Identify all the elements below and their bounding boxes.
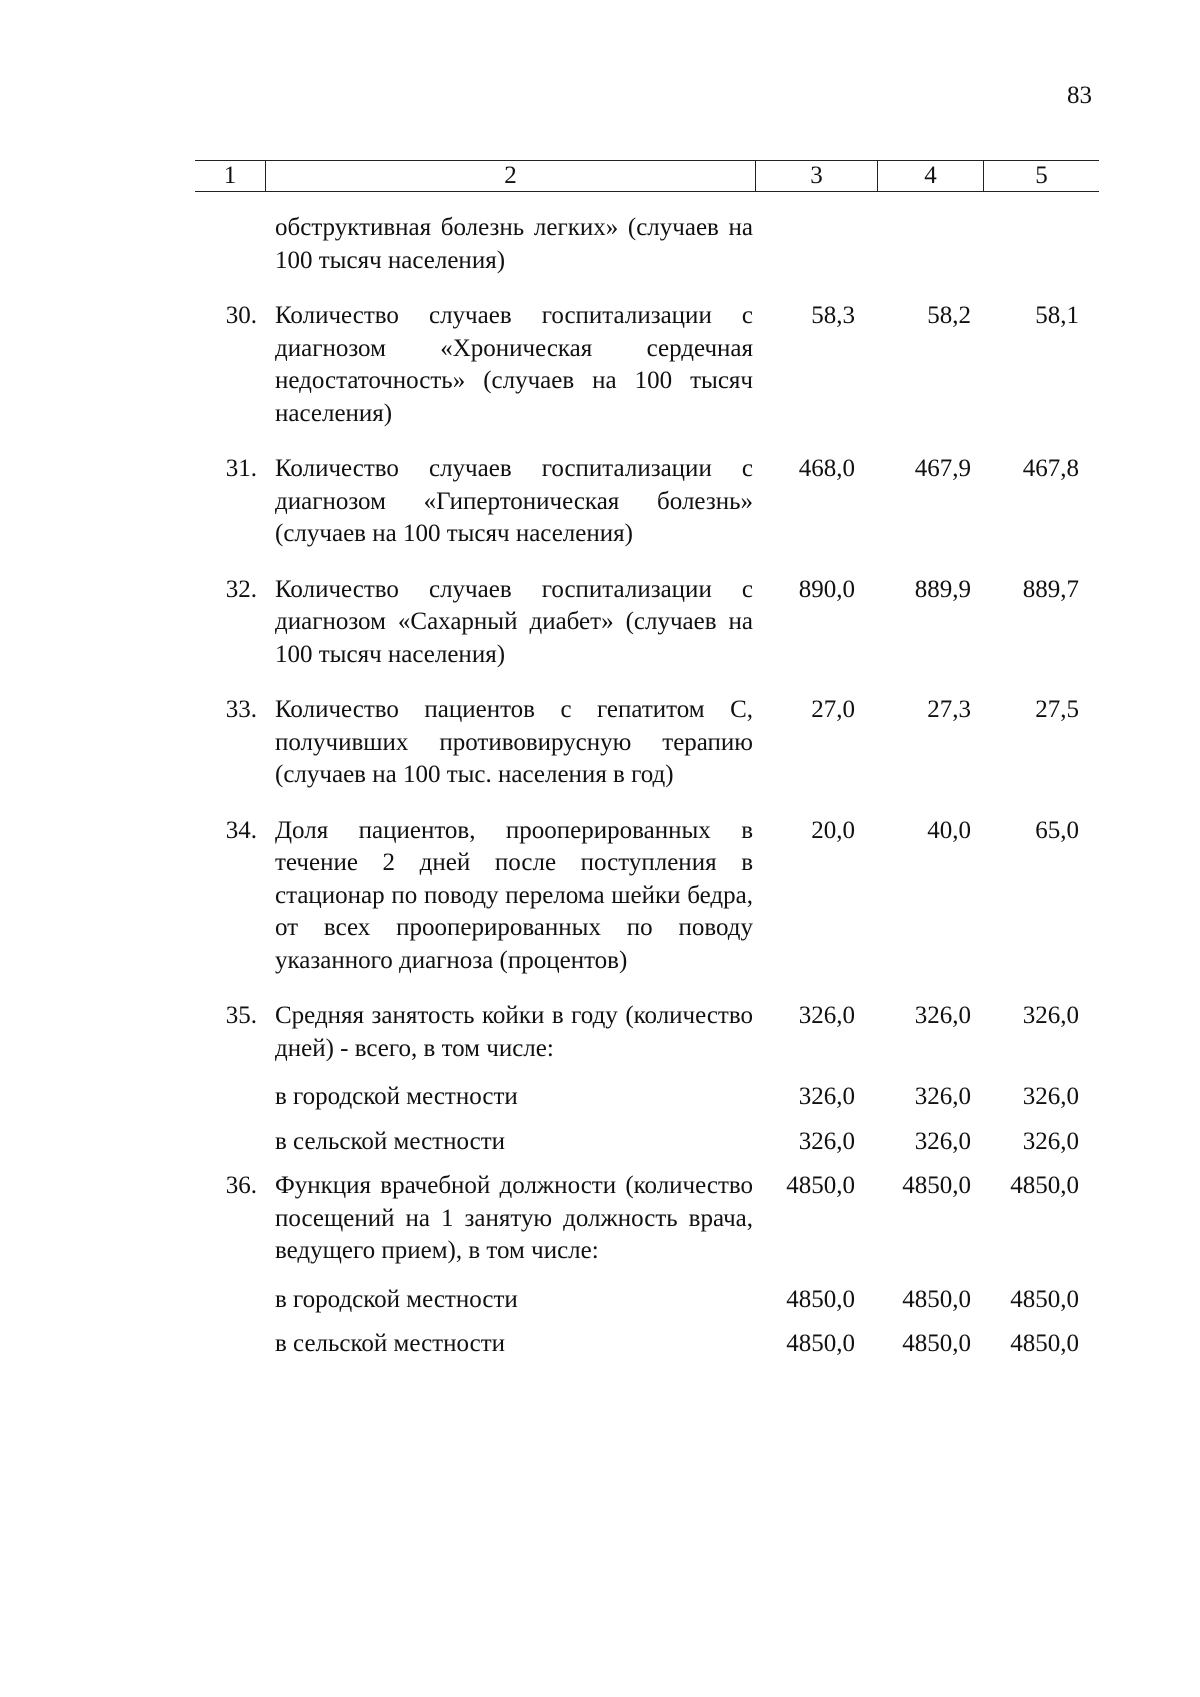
row-description: в городской местности (275, 1285, 518, 1313)
row-value-col5: 326,0 (1022, 1002, 1079, 1029)
row-value-col3: 326,0 (798, 1127, 855, 1155)
table-header (195, 160, 1099, 192)
row-value-col5: 4850,0 (1010, 1285, 1079, 1313)
row-number: 33. (225, 696, 257, 723)
row-description: Количество случаев госпитализации с диагнозом «Гипертоническая болезнь» (случаев на 100 тысяч населения) (275, 455, 753, 547)
row-description: Количество случаев госпитализации с диагнозом «Хроническая сердечная недостаточность» (случаев на 100 тысяч населения) (275, 302, 753, 427)
row-value-col3: 326,0 (798, 1083, 855, 1110)
header-col-4: 4 (877, 161, 983, 191)
page-number: 83 (1067, 82, 1092, 109)
table-body (195, 212, 1099, 1361)
row-value-col3: 27,0 (811, 696, 855, 723)
row-value-col3: 4850,0 (786, 1285, 855, 1313)
row-value-col3: 468,0 (798, 455, 855, 482)
row-value-col3: 4850,0 (786, 1172, 855, 1199)
row-value-col4: 326,0 (914, 1083, 971, 1110)
table-row (195, 1170, 1099, 1268)
table-row (195, 453, 1099, 551)
row-value-col5: 58,1 (1035, 302, 1079, 329)
row-description: в сельской местности (275, 1330, 505, 1357)
row-value-col4: 889,9 (914, 575, 971, 603)
row-value-col4: 27,3 (927, 696, 971, 723)
row-number: 34. (225, 816, 257, 844)
table-row (195, 1126, 1099, 1159)
header-col-3: 3 (755, 161, 877, 191)
row-description: Количество пациентов с гепатитом С, получивших противовирусную терапию (случаев на 100 тыс. населения в год) (275, 696, 753, 788)
header-col-5: 5 (983, 161, 1099, 191)
row-value-col5: 326,0 (1022, 1083, 1079, 1110)
row-number: 31. (225, 455, 257, 482)
table-row (195, 1081, 1099, 1114)
table-row (195, 300, 1099, 430)
row-description: Количество случаев госпитализации с диагнозом «Сахарный диабет» (случаев на 100 тысяч населения) (275, 575, 753, 668)
row-description: Доля пациентов, прооперированных в течение 2 дней после поступления в стационар по поводу перелома шейки бедра, от всех прооперированных по поводу указанного диагноза (процентов) (275, 816, 753, 974)
row-description: обструктивная болезнь легких» (случаев на 100 тысяч населения) (275, 214, 753, 274)
row-value-col5: 467,8 (1022, 455, 1079, 482)
table-row (195, 1328, 1099, 1361)
row-value-col4: 40,0 (927, 816, 971, 844)
row-value-col5: 4850,0 (1010, 1330, 1079, 1357)
row-value-col5: 4850,0 (1010, 1172, 1079, 1199)
row-description: Средняя занятость койки в году (количество дней) - всего, в том числе: (275, 1002, 753, 1062)
header-col-1: 1 (223, 162, 237, 189)
table-row (195, 1000, 1099, 1065)
row-value-col4: 4850,0 (902, 1172, 971, 1199)
row-value-col4: 326,0 (914, 1127, 971, 1155)
row-number: 30. (225, 302, 257, 329)
row-value-col5: 889,7 (1022, 575, 1079, 603)
row-value-col3: 4850,0 (786, 1330, 855, 1357)
row-description: в городской местности (275, 1083, 518, 1110)
row-description: Функция врачебной должности (количество посещений на 1 занятую должность врача, ведущего прием), в том числе: (275, 1172, 753, 1264)
row-number: 36. (225, 1172, 257, 1199)
row-value-col5: 65,0 (1035, 816, 1079, 844)
row-value-col4: 4850,0 (902, 1285, 971, 1313)
table-row (195, 694, 1099, 792)
row-value-col4: 467,9 (914, 455, 971, 482)
row-value-col3: 20,0 (811, 816, 855, 844)
row-value-col4: 58,2 (927, 302, 971, 329)
table-row (195, 1284, 1099, 1317)
row-value-col3: 890,0 (798, 575, 855, 603)
table-row (195, 212, 1099, 277)
row-value-col4: 326,0 (914, 1002, 971, 1029)
row-value-col5: 27,5 (1035, 696, 1079, 723)
row-number: 32. (225, 575, 257, 603)
row-value-col3: 58,3 (811, 302, 855, 329)
row-value-col4: 4850,0 (902, 1330, 971, 1357)
row-description: в сельской местности (275, 1127, 505, 1155)
header-col-2: 2 (265, 161, 755, 191)
row-number: 35. (225, 1002, 257, 1029)
row-value-col5: 326,0 (1022, 1127, 1079, 1155)
row-value-col3: 326,0 (798, 1002, 855, 1029)
table-row (195, 815, 1099, 978)
table-row (195, 574, 1099, 672)
